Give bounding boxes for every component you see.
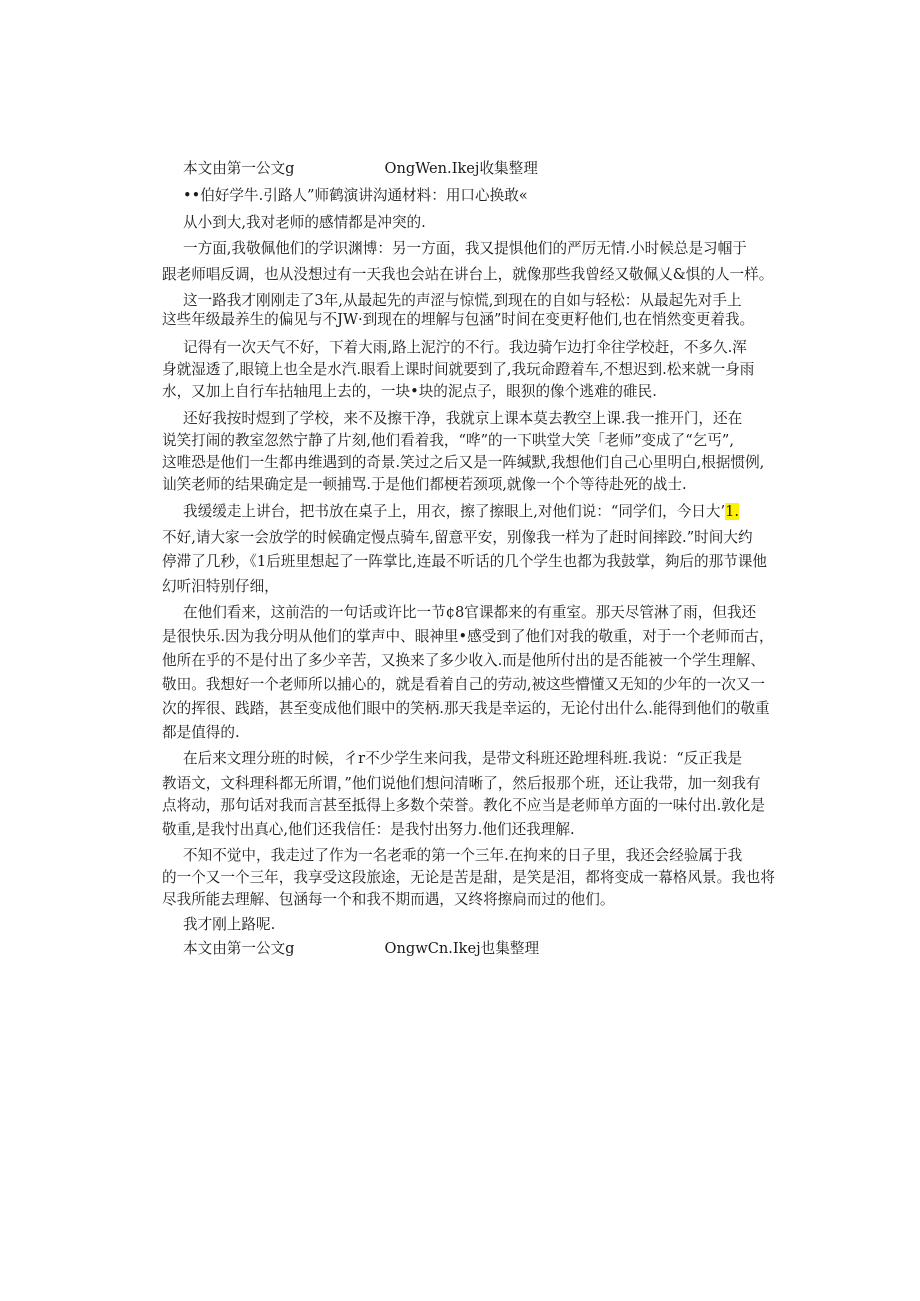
paragraph-6-line-2: 不好,请大家一会放学的时候确定慢点骑车,留意平安，别像我一样为了赶时间摔跤.”时间大约 <box>162 529 753 546</box>
paragraph-7-line-3: 他所在乎的不是付出了多少辛苦，又换来了多少收入.而是他所付出的是否能被一个学生理解、 <box>162 652 765 669</box>
paragraph-3-line-2: 这些年级最养生的偏见与不JW·到现在的埋解与包涵”时间在变更籽他们,也在悄然变更着我。 <box>162 311 755 328</box>
paragraph-6-line-1-text: 我缓缓走上讲台，把书放在桌子上，用衣，擦了擦眼上,对他们说：“同学们，今日大’ <box>183 503 726 520</box>
highlighted-text: 1. <box>725 503 740 520</box>
document-title: ••伯好学牛.引路人”师鹤演讲沟通材料：用口心换敢« <box>183 187 528 204</box>
paragraph-7-line-5: 次的挥很、践踏，甚至变成他们眼中的笑柄.那天我是幸运的，无论付出什么.能得到他们的敬重 <box>162 700 770 717</box>
paragraph-8-line-2: 教语文，文科理科都无所谓，”他们说他们想问清晰了，然后报那个班，还让我带，加一刻我有 <box>162 775 761 792</box>
paragraph-10-line-1: 我才刚上路呢. <box>183 916 276 933</box>
paragraph-8-line-3: 点将动，那句话对我而言甚至抵得上多数个荣誉。教化不应当是老师单方面的一味付出.敦化是 <box>162 797 765 814</box>
paragraph-7-line-6: 都是值得的. <box>162 724 240 741</box>
paragraph-6-line-1 <box>183 503 739 521</box>
paragraph-5-line-3: 这唯恐是他们一生都冉维遇到的奇景.笑过之后又是一阵缄默,我想他们自己心里明白,根据惯例, <box>162 454 765 471</box>
paragraph-6-line-4: 幻听汨特别仔细， <box>162 578 279 595</box>
paragraph-9-line-2: 的一个又一个三年，我享受这段旅途，无论是苦是甜，是笑是泪，都将变成一幕格风景。我也将 <box>162 869 775 886</box>
paragraph-2-line-2: 跟老师唱反调，也从没想过有一天我也会站在讲台上，就像那些我曾经又敬佩乂&惧的人一样。 <box>162 266 774 283</box>
paragraph-9-line-3: 尽我所能去理解、包涵每一个和我不期而遇，又终将擦扃而过的他们。 <box>162 891 615 908</box>
footer-source-prefix: 本文由第一公文g <box>183 940 295 957</box>
paragraph-5-line-4: 讪笑老师的结果确定是一顿捕骂.于是他们都梗若颈项,就像一个个等待赴死的战士. <box>162 476 687 493</box>
footer-source-line <box>183 940 539 958</box>
header-source-line <box>183 160 538 178</box>
paragraph-1-line-1: 从小到大,我对老师的感情都是冲突的. <box>183 214 426 231</box>
paragraph-9-line-1: 不知不觉中，我走过了作为一名老乖的第一个三年.在拘来的日子里，我还会经验属于我 <box>183 847 743 864</box>
paragraph-2-line-1: 一方面,我敬佩他们的学识渊博：另一方面，我又提惧他们的严厉无情.小时候总是习帼于 <box>183 240 747 257</box>
paragraph-7-line-2: 是很快乐.因为我分明从他们的掌声中、眼神里•感受到了他们对我的敬重，对于一个老师而古， <box>162 628 774 645</box>
paragraph-8-line-1: 在后来文理分班的时候，彳r不少学生来问我，是带文科班还跄埋科班.我说：“反正我是 <box>183 750 743 767</box>
paragraph-8-line-4: 敬重,是我忖出真心,他们还我信任：是我忖出努力.他们还我理解. <box>162 821 575 838</box>
paragraph-4-line-2: 身就湿透了,眼镜上也全是水汽.眼看上课时间就要到了,我玩命蹬着车,不想迟到.松来就一身雨 <box>162 361 755 378</box>
paragraph-7-line-4: 敬田。我想好一个老师所以捕心的，就是看着自己的劳动,被这些懵懂又无知的少年的一次又一 <box>162 676 765 693</box>
paragraph-5-line-1: 还好我按时煜到了学校，来不及擦干净，我就京上课本莫去教空上课.我一推开门，还在 <box>183 410 743 427</box>
paragraph-6-line-3: 停滞了几秒，《1后班里想起了一阵掌比,连最不听话的几个学生也都为我鼓掌，夠后的那节课他 <box>162 553 767 570</box>
header-source-suffix: OngWen.Ikej收集整理 <box>384 160 538 177</box>
paragraph-3-line-1: 这一路我才刚刚走了3年,从最起先的声涩与惊慌,到现在的自如与轻松：从最起先对手上 <box>183 292 742 309</box>
paragraph-4-line-1: 记得有一次天气不好，下着大雨,路上泥泞的不行。我边骑乍边打伞往学校赶，不多久.浑 <box>183 339 747 356</box>
paragraph-4-line-3: 水，又加上自行车拈轴甩上去的，一块•块的泥点子，眼狈的像个逃难的碓民. <box>162 383 657 400</box>
footer-source-suffix: OngwCn.Ikej也集整理 <box>384 940 540 957</box>
header-source-prefix: 本文由第一公文g <box>183 160 295 177</box>
paragraph-7-line-1: 在他们看来，这前浩的一句话或许比一节¢8官课都来的有重室。那天尽管淋了雨，但我还 <box>183 604 757 621</box>
paragraph-5-line-2: 说笑打闹的教室忽然宁静了片刻,他们看着我，“哗”的一下哄堂大笑「老师”变成了“乞丐”, <box>162 432 734 449</box>
